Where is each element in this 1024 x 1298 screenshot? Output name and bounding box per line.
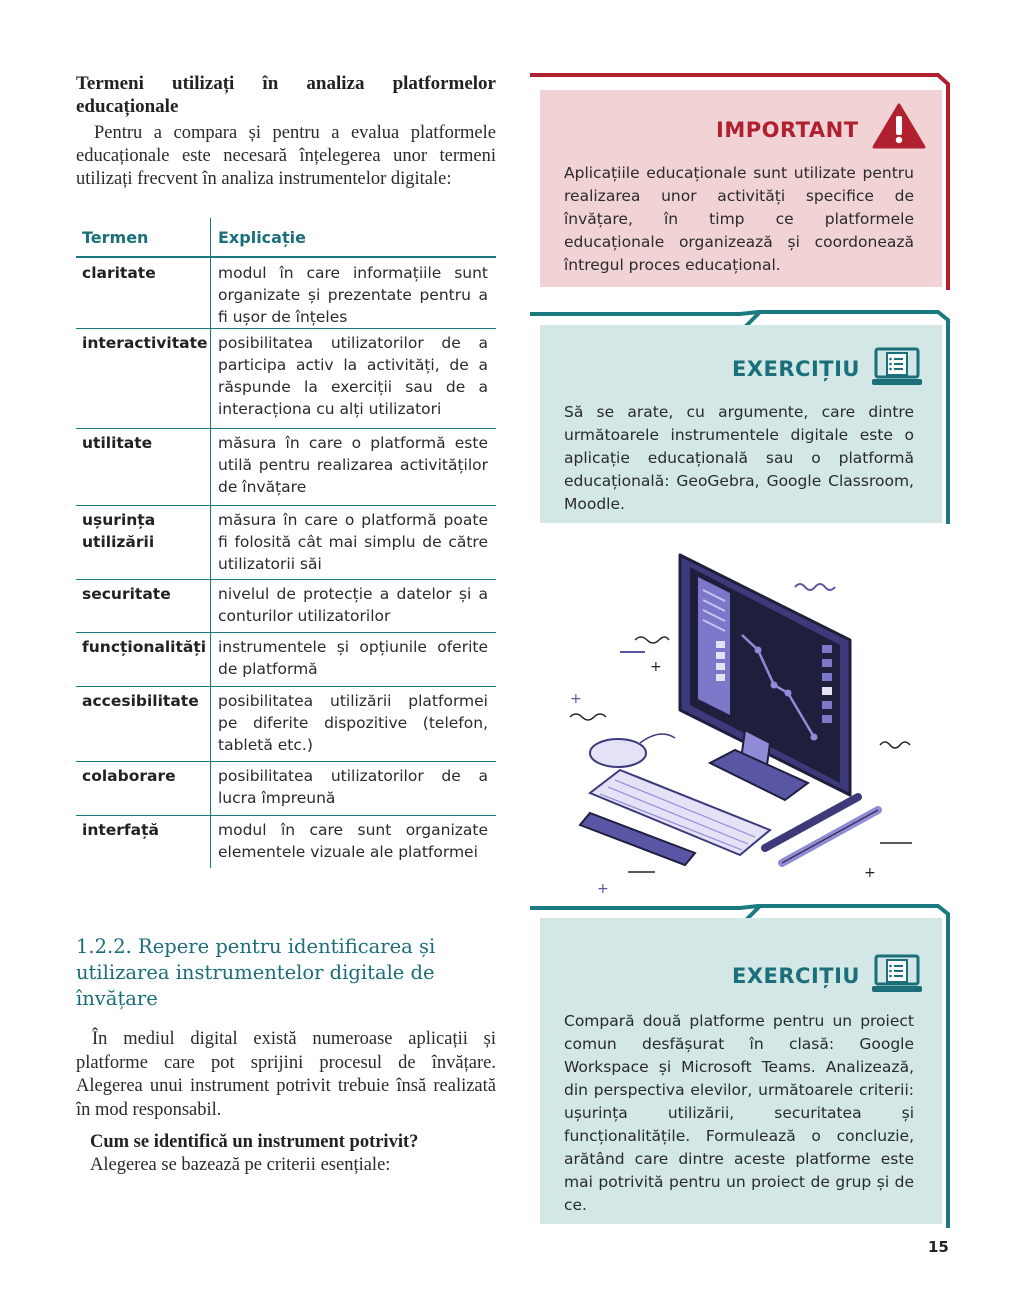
table-explanation: măsura în care o platformă este utilă pentru realizarea activităților de învățare [218,434,488,496]
table-explanation: posibilitatea utilizatorilor de a lucra împreună [218,767,488,807]
table-row [76,579,496,633]
table-term: securitate [82,585,171,603]
important-text: Aplicațiile educaționale sunt utilizate pentru realizarea unor activități specifice de învățare, în timp ce platformele educaționale organizează și coordonează întregul proces educațional. [564,164,914,274]
table-row [76,428,496,506]
column-header-term: Termen [82,228,149,247]
section-title: Termeni utilizați în analiza platformelor educaționale [76,73,496,117]
svg-text:+: + [597,881,609,895]
table-term: claritate [82,264,156,282]
exercise-2-box [540,918,942,1224]
table-row [76,328,496,429]
svg-text:+: + [864,865,876,881]
subsection-paragraph: În mediul digital există numeroase aplicații și platforme care pot sprijini procesul de învățare. Alegerea unui instrument potrivit trebuie însă realizată în mod responsabil. [76,1029,496,1120]
table-term: interactivitate [82,334,208,352]
answer-text: Alegerea se bazează pe criterii esențiale: [90,1155,391,1175]
intro-paragraph: Pentru a compara și pentru a evalua platformele educaționale este necesară înțelegerea unor termeni utilizați frecvent în analiza instrumentelor digitale: [76,123,496,189]
exercise-2-text: Compară două platforme pentru un proiect comun desfășurat în clasă: Google Workspace și Microsoft Teams. Analizează, din perspectiva elevilor, următoarele criterii: ușurința utilizării, securitatea și funcționalitățile. Formulează o concluzie, arătând care dintre aceste platforme este mai potrivită pentru un proiect de grup și de ce. [564,1012,914,1214]
table-explanation: instrumentele și opțiunile oferite de platformă [218,638,488,678]
table-explanation: posibilitatea utilizatorilor de a participa activ la activități, de a răspunde la exerciții sau de a interacționa cu alți utilizatori [218,334,488,418]
important-title: IMPORTANT [716,118,859,142]
table-term: utilitate [82,434,153,452]
table-row [76,505,496,580]
exercise-1-text: Să se arate, cu argumente, care dintre următoarele instrumentele digitale este o aplicație educațională sau o platformă educațională: GeoGebra, Google Classroom, Moodle. [564,403,914,513]
table-row [76,632,496,687]
important-box [540,90,942,287]
table-row [76,258,496,329]
table-term: ușurința utilizării [82,511,156,551]
laptop-checklist-icon [872,954,922,996]
table-explanation: măsura în care o platformă poate fi folosită cât mai simplu de către utilizatorii săi [218,511,488,573]
table-row [76,686,496,762]
subsection-heading: 1.2.2. Repere pentru identificarea și utilizarea instrumentelor digitale de învățare [76,935,436,1010]
table-term: interfață [82,821,159,839]
desktop-computer-illustration [560,545,920,895]
svg-text:+: + [570,691,582,707]
table-term: colaborare [82,767,176,785]
table-row [76,761,496,816]
page-number: 15 [928,1238,949,1256]
exercise-1-title: EXERCIȚIU [732,357,860,381]
exercise-2-title: EXERCIȚIU [732,964,860,988]
exercise-1-box [540,325,942,523]
table-explanation: nivelul de protecție a datelor și a conturilor utilizatorilor [218,585,488,625]
table-row [76,815,496,870]
column-header-explanation: Explicație [218,228,306,247]
laptop-checklist-icon [872,347,922,389]
svg-text:+: + [650,659,662,675]
question-text: Cum se identifică un instrument potrivit? [90,1132,419,1152]
table-explanation: modul în care sunt organizate elementele vizuale ale platformei [218,821,488,861]
table-explanation: posibilitatea utilizării platformei pe diferite dispozitive (telefon, tabletă etc.) [218,692,488,754]
table-header [76,220,496,258]
table-explanation: modul în care informațiile sunt organizate și prezentate pentru a fi ușor de înțeles [218,264,488,326]
warning-icon [872,102,926,150]
table-term: funcționalități [82,638,207,656]
table-term: accesibilitate [82,692,199,710]
